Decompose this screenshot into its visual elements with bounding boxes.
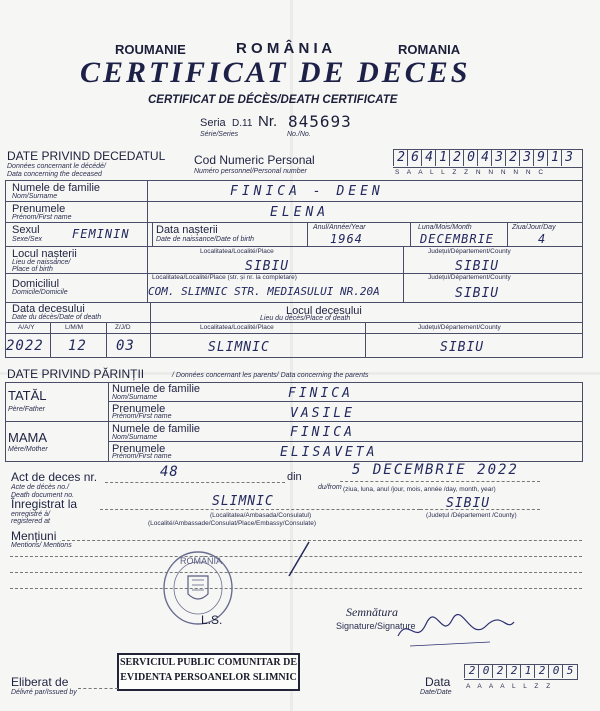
ls-label: L.S.	[201, 613, 223, 627]
father-surname: FINICA	[288, 386, 353, 401]
nr-label: Nr.	[258, 113, 278, 130]
table-rule	[5, 382, 583, 383]
date-digit: 2	[464, 664, 479, 678]
table-rule	[5, 302, 583, 303]
table-rule	[403, 246, 404, 302]
section-parents-sub: / Données concernant les parents/ Data concerning the parents	[172, 372, 369, 379]
section-deceased-sub2: Data concerning the deceased	[7, 171, 102, 178]
father-surname-label: Numele de familie	[112, 383, 201, 395]
county-hdr: (Județul /Département /County)	[426, 512, 517, 519]
date-sub: Date/Date	[420, 689, 452, 696]
mentions-sub: Mentions/ Mentions	[11, 542, 72, 549]
county-header: Județul/Département/County	[428, 248, 511, 255]
mother-firstname: ELISAVETA	[280, 445, 378, 460]
year-hdr: A/A/Y	[18, 324, 35, 331]
birth-year: 1964	[330, 232, 363, 246]
mentions-slash	[283, 540, 313, 580]
sex-sub: Sexe/Sex	[12, 236, 42, 243]
din-sub: du/from	[318, 484, 342, 491]
place-hdr2: (Localité/Ambassade/Consulat/Place/Embassy/Consulate)	[148, 520, 317, 527]
birthplace-sub: Lieu de naissance/	[12, 259, 71, 266]
cnp-digit: 1	[547, 149, 562, 166]
death-place-sub: Lieu du décès/Place of death	[260, 315, 351, 322]
din-label: din	[287, 471, 302, 483]
table-rule	[106, 322, 107, 357]
act-number: 48	[160, 464, 179, 480]
registered-place: SLIMNIC	[212, 494, 274, 509]
place-hdr: (Localitatea/Ambasada/Consulatul)	[210, 512, 312, 519]
cnp-digit: 4	[477, 149, 492, 166]
registered-sub2: registered at	[11, 518, 50, 525]
act-sub2: Death document no.	[11, 492, 75, 499]
table-rule	[152, 222, 153, 246]
cnp-digit: 3	[519, 149, 534, 166]
table-rule	[307, 222, 308, 246]
birthdate-label: Data nașterii	[156, 224, 218, 236]
certificate-subtitle: CERTIFICAT DE DÉCÈS/DEATH CERTIFICATE	[148, 94, 398, 106]
cnp-digit: 4	[421, 149, 436, 166]
table-rule	[582, 382, 583, 461]
firstname-label: Prenumele	[12, 203, 66, 215]
birthdate-sub: Date de naissance/Date of birth	[156, 236, 255, 243]
birthplace-label: Locul nașterii	[12, 248, 77, 260]
country-en: ROMANIA	[398, 42, 461, 57]
cnp-digit: 1	[435, 149, 450, 166]
mentions-label: Mențiuni	[11, 529, 57, 543]
death-date-sub: Date du décès/Date of death	[12, 314, 102, 321]
table-rule	[5, 180, 6, 357]
date-digit: 5	[562, 664, 577, 678]
domicile-label: Domiciliul	[12, 278, 60, 290]
surname-sub: Nom/Surname	[12, 193, 58, 200]
table-rule	[365, 322, 366, 357]
mother-surname-sub: Nom/Surname	[112, 434, 158, 441]
death-year: 2022	[6, 338, 44, 354]
birthplace-sub2: Place of birth	[12, 266, 53, 273]
birth-month: DECEMBRIE	[420, 232, 495, 246]
paper-crease	[290, 0, 293, 711]
month-hdr: L/M/M	[65, 324, 84, 331]
table-rule	[50, 322, 51, 357]
section-deceased-title: DATE PRIVIND DECEDATUL	[7, 149, 166, 163]
date-format: A A A A L L Z Z	[466, 683, 554, 690]
section-deceased-sub: Données concernant le décédé/	[7, 163, 106, 170]
deceased-surname: FINICA - DEEN	[230, 184, 384, 199]
father-surname-sub: Nom/Surname	[112, 394, 158, 401]
country-ro: R O M Â N I A	[236, 40, 333, 57]
death-day: 03	[116, 338, 135, 354]
signature-scribble	[390, 606, 520, 654]
act-line	[105, 482, 285, 483]
domicile-value: COM. SLIMNIC STR. MEDIASULUI NR.20A	[148, 285, 380, 298]
office-line-2: EVIDENTA PERSOANELOR SLIMNIC	[120, 672, 297, 683]
signature-label: Semnătura	[346, 605, 398, 619]
domicile-county: SIBIU	[455, 286, 500, 301]
table-rule	[5, 382, 6, 461]
cnp-label: Cod Numeric Personal	[194, 153, 315, 167]
act-date: 5 DECEMBRIE 2022	[352, 462, 519, 478]
date-digit: 2	[492, 664, 507, 678]
mother-label: MAMA	[8, 430, 47, 445]
birth-county: SIBIU	[455, 259, 500, 274]
registered-county-line	[420, 509, 540, 510]
death-locality: SLIMNIC	[208, 340, 270, 355]
birth-day: 4	[538, 232, 547, 246]
date-label: Data	[425, 675, 451, 689]
serial-number: 845693	[288, 112, 352, 131]
issuing-office-stamp	[117, 653, 300, 691]
mentions-line	[62, 540, 582, 541]
surname-label: Numele de familie	[12, 182, 101, 194]
cnp-digit: 2	[393, 149, 408, 166]
mother-firstname-sub: Prénom/First name	[112, 453, 172, 460]
cnp-sub: Numéro personnel/Personal number	[194, 168, 307, 175]
father-firstname-label: Prenumele	[112, 403, 166, 415]
cnp-digit: 2	[505, 149, 520, 166]
death-month: 12	[68, 338, 87, 354]
mother-surname-label: Numele de familie	[112, 423, 201, 435]
mother-firstname-label: Prenumele	[112, 443, 166, 455]
registered-label: Înregistrat la	[11, 497, 78, 511]
serie-value: D.11	[232, 118, 253, 129]
date-digit: 1	[520, 664, 535, 678]
deceased-sex: FEMININ	[72, 227, 130, 241]
cnp-format: S A A L L Z Z N N N N N C	[395, 169, 547, 176]
registered-sub: enregistré à/	[11, 511, 50, 518]
cnp-digit: 3	[491, 149, 506, 166]
cnp-digit: 9	[533, 149, 548, 166]
death-date-label: Data decesului	[12, 303, 85, 315]
table-rule	[5, 421, 583, 422]
registered-line	[100, 509, 420, 510]
sex-label: Sexul	[12, 224, 40, 236]
death-locality-hdr: Localitatea/Localité/Place	[200, 324, 274, 331]
issued-label: Eliberat de	[11, 675, 69, 689]
table-rule	[5, 201, 583, 202]
date-digit: 0	[548, 664, 563, 678]
cnp-digit: 3	[561, 149, 576, 166]
table-rule	[5, 333, 583, 334]
father-label: TATĂL	[8, 388, 47, 403]
table-rule	[5, 180, 583, 181]
table-rule	[147, 180, 148, 302]
issued-sub: Délivré par/Issued by	[11, 689, 77, 696]
cnp-digit: 6	[407, 149, 422, 166]
firstname-sub: Prénom/First name	[12, 214, 72, 221]
father-firstname: VASILE	[290, 406, 355, 421]
table-rule	[108, 441, 583, 442]
day-header: Ziua/Jour/Day	[512, 224, 556, 231]
table-rule	[507, 222, 508, 246]
mentions-line	[10, 588, 582, 589]
cnp-digit: 2	[449, 149, 464, 166]
seal-text: ROMÂNIA	[180, 556, 223, 566]
nr-sub: No./No.	[287, 131, 311, 138]
office-line-1: SERVICIUL PUBLIC COMUNITAR DE	[120, 657, 297, 668]
birth-locality: SIBIU	[245, 259, 290, 274]
issued-line	[78, 688, 118, 689]
father-firstname-sub: Prénom/First name	[112, 413, 172, 420]
date-digit: 0	[478, 664, 493, 678]
act-date-line	[340, 481, 540, 482]
year-header: Anul/Année/Year	[313, 224, 366, 231]
death-county: SIBIU	[440, 340, 485, 355]
deceased-firstname: ELENA	[270, 205, 330, 220]
table-rule	[150, 302, 151, 357]
month-header: Luna/Mois/Month	[418, 224, 472, 231]
table-rule	[5, 246, 583, 247]
registered-county: SIBIU	[446, 496, 491, 511]
table-rule	[582, 149, 583, 357]
table-rule	[108, 382, 109, 461]
domicile-county-header: Județul/Département/County	[428, 274, 511, 281]
domicile-header: Localitatea/Localité/Place (str. și nr. la completare)	[152, 274, 297, 281]
table-rule	[5, 222, 583, 223]
country-fr: ROUMANIE	[115, 42, 186, 57]
date-digit: 2	[506, 664, 521, 678]
section-parents-title: DATE PRIVIND PĂRINȚII	[7, 367, 145, 381]
cnp-digit: 0	[463, 149, 478, 166]
table-rule	[410, 222, 411, 246]
father-sub: Père/Father	[8, 406, 45, 413]
act-sub: Acte de décès no./	[11, 484, 69, 491]
certificate-title: CERTIFICAT DE DECES	[80, 56, 471, 89]
act-label: Act de deces nr.	[11, 470, 98, 484]
day-hdr: Z/J/D	[115, 324, 131, 331]
mother-surname: FINICA	[290, 425, 355, 440]
signature-sub: Signature/Signature	[336, 621, 416, 631]
act-date-hdr: (ziua, luna, anul /jour, mois, année /day, month, year)	[343, 486, 496, 493]
death-place-label: Locul decesului	[286, 305, 362, 317]
locality-header: Localitatea/Localité/Place	[200, 248, 274, 255]
domicile-sub: Domicile/Domicile	[12, 289, 68, 296]
date-digit: 2	[534, 664, 549, 678]
serie-label: Seria	[200, 117, 226, 129]
table-rule	[108, 401, 583, 402]
table-rule	[5, 357, 583, 358]
serie-sub: Série/Series	[200, 131, 239, 138]
mother-sub: Mère/Mother	[8, 446, 48, 453]
death-county-hdr: Județul/Département/County	[418, 324, 501, 331]
